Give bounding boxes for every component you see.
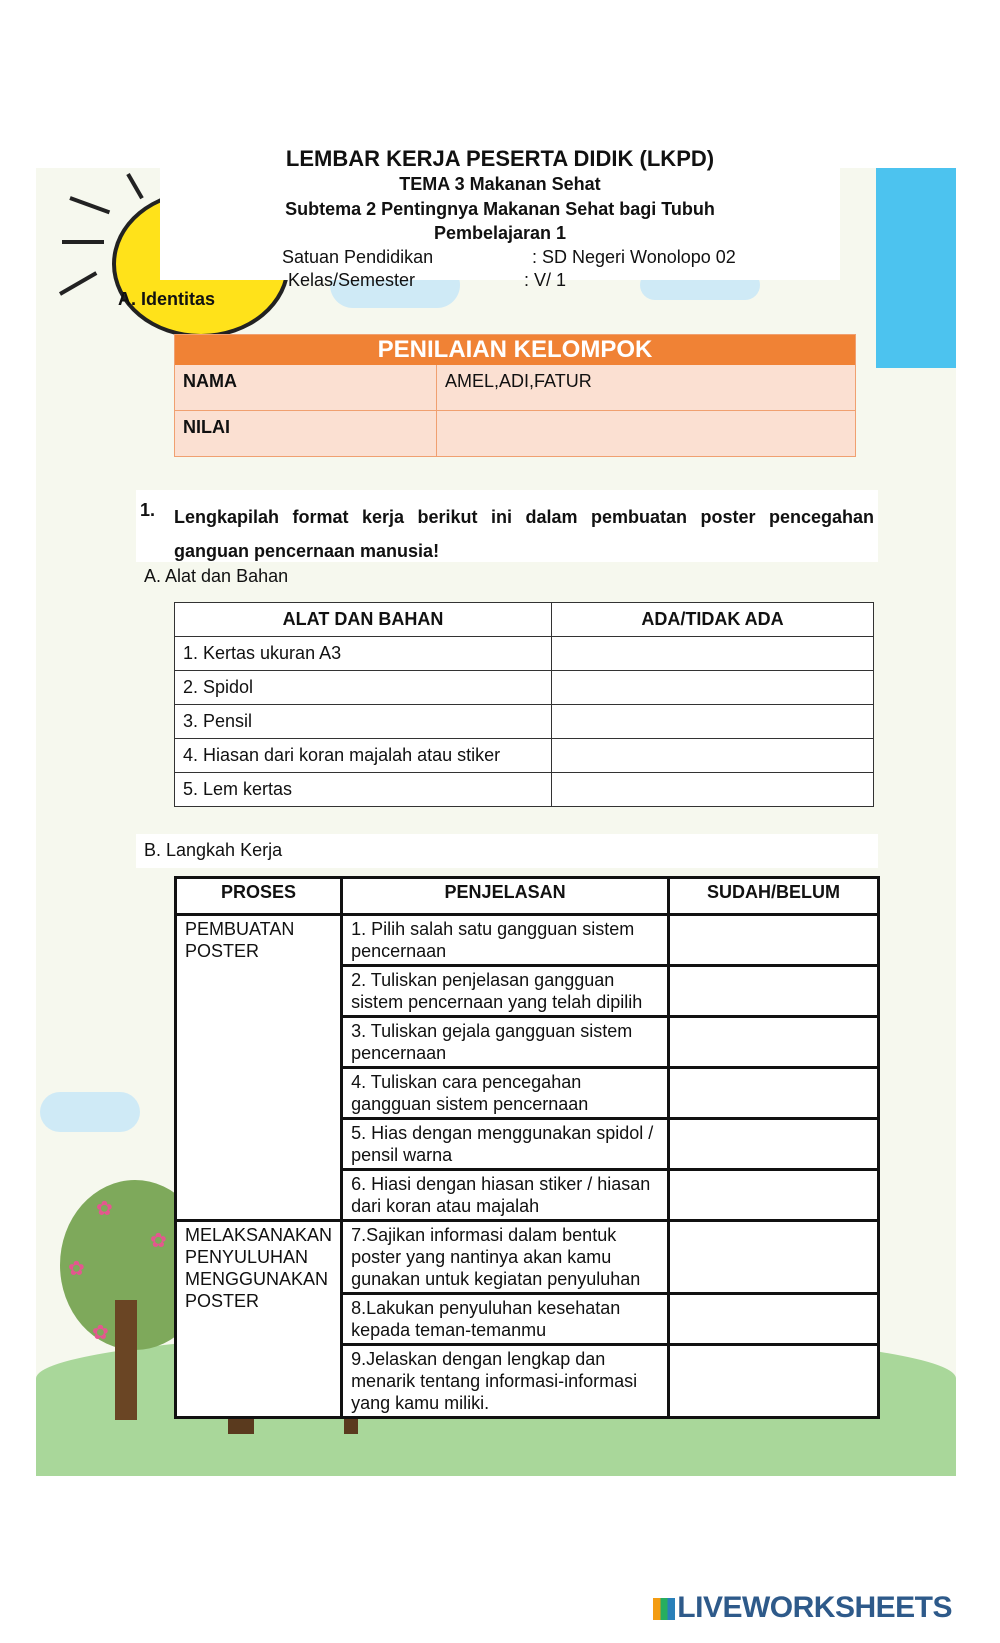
flower-icon: ✿ bbox=[92, 1322, 109, 1344]
question-text: Lengkapilah format kerja berikut ini dalam pembuatan poster pencegahan ganguan pencernaan manusia! bbox=[174, 507, 874, 561]
step-text: 5. Hias dengan menggunakan spidol / pensil warna bbox=[342, 1119, 669, 1170]
step-text: 9.Jelaskan dengan lengkap dan menarik tentang informasi-informasi yang kamu miliki. bbox=[342, 1345, 669, 1418]
step-text: 1. Pilih salah satu gangguan sistem pencernaan bbox=[342, 915, 669, 966]
step-text: 8.Lakukan penyuluhan kesehatan kepada teman-temanmu bbox=[342, 1294, 669, 1345]
ada-answer-field[interactable] bbox=[552, 739, 874, 773]
proses-line: PEMBUATAN bbox=[185, 919, 295, 939]
table-row bbox=[176, 915, 879, 966]
langkah-heading: B. Langkah Kerja bbox=[144, 840, 283, 860]
satuan-value: : SD Negeri Wonolopo 02 bbox=[532, 247, 736, 267]
alat-col-header: ALAT DAN BAHAN bbox=[175, 603, 552, 637]
alat-item: 4. Hiasan dari koran majalah atau stiker bbox=[175, 739, 552, 773]
step-text: 3. Tuliskan gejala gangguan sistem pencernaan bbox=[342, 1017, 669, 1068]
satuan-label: Satuan Pendidikan bbox=[282, 247, 434, 267]
proses-pembuatan-poster bbox=[176, 915, 342, 1221]
flower-icon: ✿ bbox=[150, 1230, 167, 1252]
alat-item: 5. Lem kertas bbox=[175, 773, 552, 807]
sudah-answer-field[interactable] bbox=[669, 1221, 879, 1294]
ada-answer-field[interactable] bbox=[552, 637, 874, 671]
sudah-col-header: SUDAH/BELUM bbox=[669, 878, 879, 915]
langkah-table bbox=[174, 876, 880, 1419]
penilaian-table bbox=[174, 334, 856, 457]
ada-answer-field[interactable] bbox=[552, 773, 874, 807]
nama-label: NAMA bbox=[175, 365, 437, 410]
sudah-answer-field[interactable] bbox=[669, 1345, 879, 1418]
nilai-row bbox=[175, 410, 855, 456]
table-row bbox=[175, 739, 874, 773]
proses-penyuluhan bbox=[176, 1221, 342, 1418]
proses-line: POSTER bbox=[185, 941, 260, 961]
nilai-field[interactable] bbox=[437, 411, 855, 456]
page-title: LEMBAR KERJA PESERTA DIDIK (LKPD) bbox=[285, 146, 715, 171]
sudah-answer-field[interactable] bbox=[669, 1294, 879, 1345]
sudah-answer-field[interactable] bbox=[669, 1017, 879, 1068]
identitas-heading: A. Identitas bbox=[118, 289, 216, 309]
proses-line: POSTER bbox=[185, 1291, 260, 1311]
step-text: 7.Sajikan informasi dalam bentuk poster yang nantinya akan kamu gunakan untuk kegiatan penyuluhan bbox=[342, 1221, 669, 1294]
proses-line: PENYULUHAN bbox=[185, 1247, 309, 1267]
sudah-answer-field[interactable] bbox=[669, 915, 879, 966]
step-text: 2. Tuliskan penjelasan gangguan sistem pencernaan yang telah dipilih bbox=[342, 966, 669, 1017]
table-row bbox=[175, 671, 874, 705]
logo-text: LIVEWORKSHEETS bbox=[677, 1591, 952, 1624]
nilai-label: NILAI bbox=[175, 411, 437, 456]
proses-col-header: PROSES bbox=[176, 878, 342, 915]
flower-icon: ✿ bbox=[68, 1258, 85, 1280]
ada-answer-field[interactable] bbox=[552, 705, 874, 739]
sudah-answer-field[interactable] bbox=[669, 1170, 879, 1221]
alat-item: 2. Spidol bbox=[175, 671, 552, 705]
table-row bbox=[175, 637, 874, 671]
kelas-value: : V/ 1 bbox=[524, 270, 567, 290]
kelas-label: Kelas/Semester bbox=[288, 270, 416, 290]
logo-icon bbox=[653, 1598, 675, 1620]
subtema-title: Subtema 2 Pentingnya Makanan Sehat bagi Tubuh bbox=[285, 199, 715, 219]
alat-item: 3. Pensil bbox=[175, 705, 552, 739]
step-text: 4. Tuliskan cara pencegahan gangguan sistem pencernaan bbox=[342, 1068, 669, 1119]
alat-table bbox=[174, 602, 874, 807]
table-row bbox=[176, 1221, 879, 1294]
penjelasan-col-header: PENJELASAN bbox=[342, 878, 669, 915]
tree-trunk bbox=[115, 1300, 137, 1420]
table-row bbox=[175, 773, 874, 807]
tema-title: TEMA 3 Makanan Sehat bbox=[399, 174, 601, 194]
nama-field[interactable]: AMEL,ADI,FATUR bbox=[445, 371, 592, 391]
sudah-answer-field[interactable] bbox=[669, 1068, 879, 1119]
sudah-answer-field[interactable] bbox=[669, 966, 879, 1017]
pembelajaran-title: Pembelajaran 1 bbox=[433, 223, 567, 243]
ada-col-header: ADA/TIDAK ADA bbox=[552, 603, 874, 637]
penilaian-title: PENILAIAN KELOMPOK bbox=[175, 335, 855, 365]
table-row bbox=[175, 705, 874, 739]
cloud-icon bbox=[40, 1092, 140, 1132]
proses-line: MELAKSANAKAN bbox=[185, 1225, 333, 1245]
liveworksheets-logo bbox=[653, 1591, 952, 1625]
proses-line: MENGGUNAKAN bbox=[185, 1269, 329, 1289]
flower-icon: ✿ bbox=[96, 1198, 113, 1220]
alat-item: 1. Kertas ukuran A3 bbox=[175, 637, 552, 671]
sudah-answer-field[interactable] bbox=[669, 1119, 879, 1170]
ada-answer-field[interactable] bbox=[552, 671, 874, 705]
step-text: 6. Hiasi dengan hiasan stiker / hiasan dari koran atau majalah bbox=[342, 1170, 669, 1221]
nama-row bbox=[175, 365, 855, 410]
sky-decoration bbox=[876, 168, 956, 368]
question-number: 1. bbox=[140, 500, 156, 520]
alat-heading: A. Alat dan Bahan bbox=[144, 566, 289, 586]
